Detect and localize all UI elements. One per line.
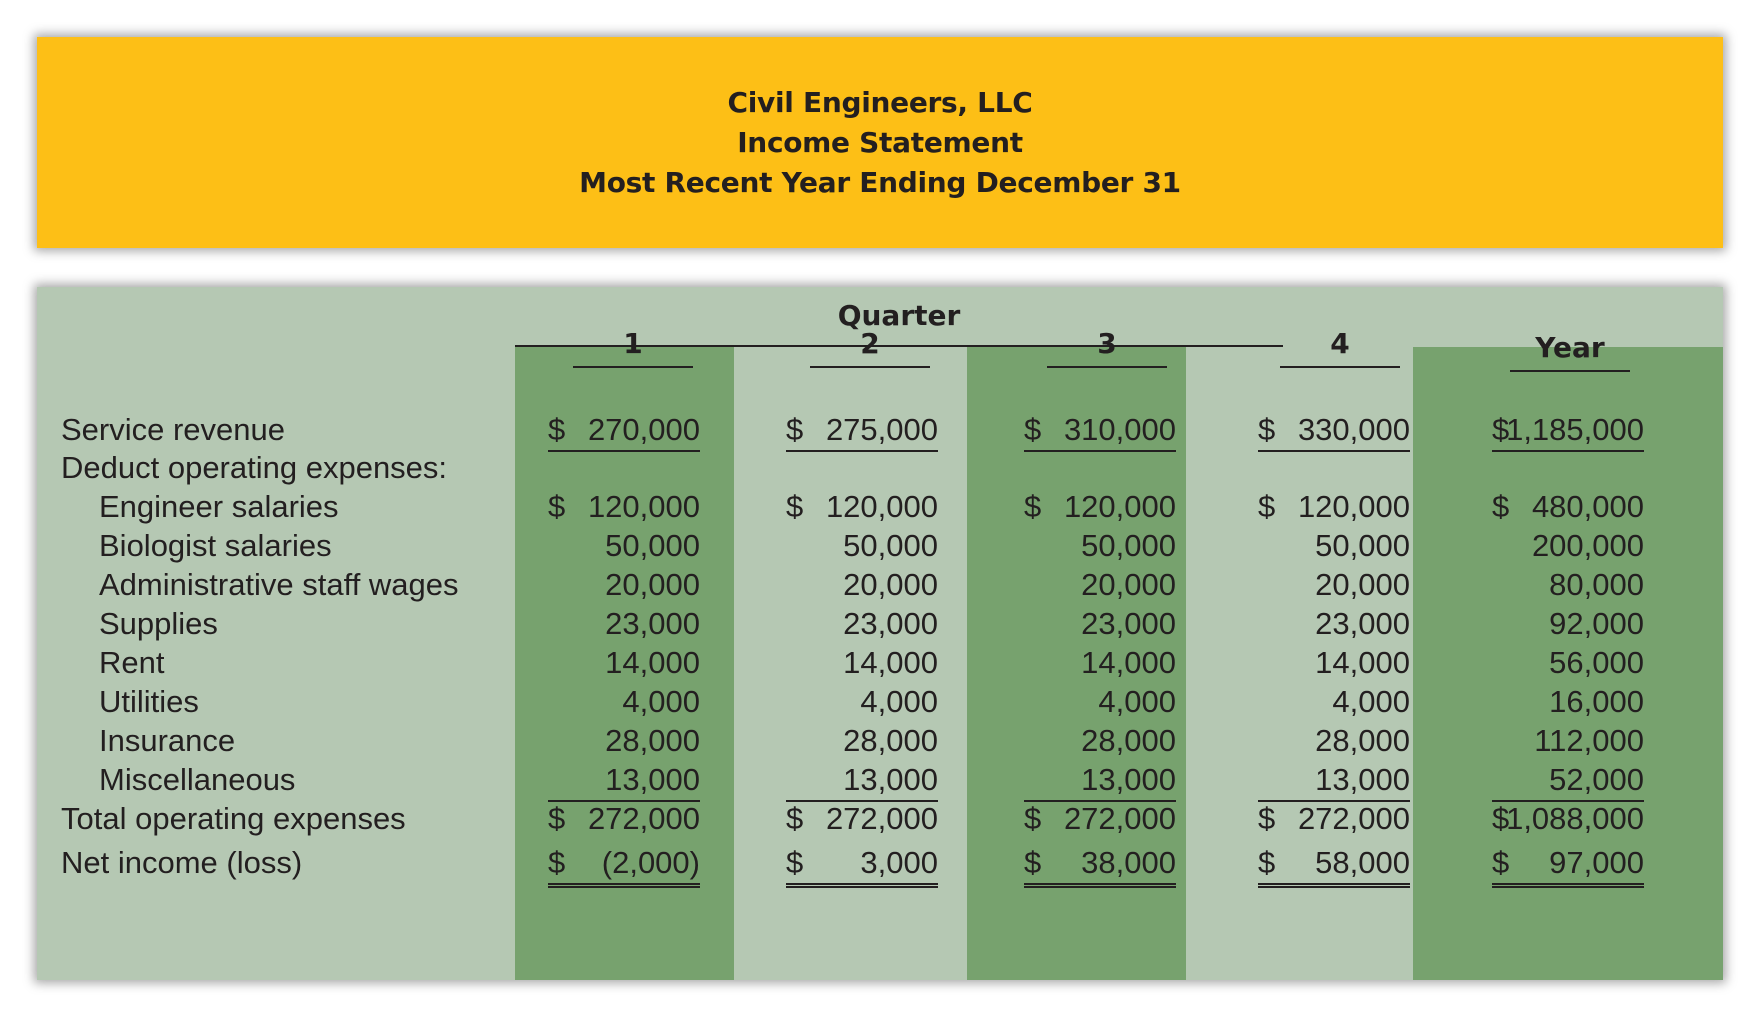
cell-value: 13,000 <box>1081 762 1176 797</box>
cell-value: 58,000 <box>1315 845 1410 880</box>
table-cell <box>548 843 700 888</box>
table-cell <box>1024 526 1176 566</box>
cell-value: 50,000 <box>605 528 700 563</box>
currency-symbol: $ <box>548 412 566 447</box>
table-cell <box>1258 604 1410 644</box>
cell-value: 20,000 <box>1315 567 1410 602</box>
table-cell <box>1258 721 1410 761</box>
table-cell <box>1258 487 1410 527</box>
column-header-3: 3 <box>1047 327 1167 368</box>
income-statement-table <box>37 287 1723 980</box>
table-cell <box>1492 565 1644 605</box>
cell-value: 272,000 <box>1063 801 1176 836</box>
currency-symbol: $ <box>1258 801 1276 836</box>
quarter-group-header: Quarter <box>837 299 961 332</box>
table-cell <box>1492 721 1644 761</box>
title-banner <box>37 37 1723 248</box>
cell-value: 270,000 <box>587 412 700 447</box>
currency-symbol: $ <box>548 845 566 880</box>
cell-value: 13,000 <box>843 762 938 797</box>
cell-value: 3,000 <box>860 845 938 880</box>
cell-value: 28,000 <box>1081 723 1176 758</box>
cell-value: 50,000 <box>1081 528 1176 563</box>
table-cell <box>548 526 700 566</box>
cell-value: 28,000 <box>843 723 938 758</box>
cell-value: 23,000 <box>1315 606 1410 641</box>
table-cell <box>1258 565 1410 605</box>
cell-value: 92,000 <box>1549 606 1644 641</box>
cell-value: 50,000 <box>1315 528 1410 563</box>
cell-value: 28,000 <box>1315 723 1410 758</box>
cell-value: 330,000 <box>1297 412 1410 447</box>
cell-value: 120,000 <box>587 489 700 524</box>
cell-value: 4,000 <box>622 684 700 719</box>
cell-value: 200,000 <box>1531 528 1644 563</box>
column-header-year: Year <box>1510 331 1630 372</box>
table-cell <box>548 487 700 527</box>
cell-value: 4,000 <box>860 684 938 719</box>
table-cell <box>1024 565 1176 605</box>
cell-value: 272,000 <box>1297 801 1410 836</box>
currency-symbol: $ <box>1024 801 1042 836</box>
table-cell <box>548 410 700 452</box>
row-label: Service revenue <box>61 412 286 447</box>
cell-value: 120,000 <box>825 489 938 524</box>
row-label: Engineer salaries <box>99 489 339 524</box>
row-label: Deduct operating expenses: <box>61 450 448 485</box>
column-header-4: 4 <box>1280 327 1400 368</box>
currency-symbol: $ <box>786 412 804 447</box>
currency-symbol: $ <box>1024 489 1042 524</box>
row-label: Utilities <box>99 684 199 719</box>
cell-value: 112,000 <box>1534 723 1644 758</box>
cell-value: 20,000 <box>605 567 700 602</box>
cell-value: 120,000 <box>1297 489 1410 524</box>
currency-symbol: $ <box>786 801 804 836</box>
currency-symbol: $ <box>1492 801 1510 836</box>
currency-symbol: $ <box>1258 489 1276 524</box>
table-cell <box>1258 682 1410 722</box>
row-label: Total operating expenses <box>61 801 406 836</box>
cell-value: 56,000 <box>1549 645 1644 680</box>
cell-value: (2,000) <box>601 845 700 880</box>
table-cell <box>548 643 700 683</box>
row-label: Administrative staff wages <box>99 567 459 602</box>
table-cell <box>1492 410 1644 452</box>
currency-symbol: $ <box>786 845 804 880</box>
table-cell <box>1024 721 1176 761</box>
currency-symbol: $ <box>548 801 566 836</box>
row-label: Supplies <box>99 606 218 641</box>
table-cell <box>1492 799 1644 839</box>
period-subtitle: Most Recent Year Ending December 31 <box>579 165 1181 199</box>
table-cell <box>548 799 700 839</box>
table-cell <box>786 760 938 802</box>
table-cell <box>786 643 938 683</box>
cell-value: 20,000 <box>843 567 938 602</box>
currency-symbol: $ <box>1492 412 1510 447</box>
currency-symbol: $ <box>1258 845 1276 880</box>
table-cell <box>1024 799 1176 839</box>
currency-symbol: $ <box>1024 845 1042 880</box>
row-label: Biologist salaries <box>99 528 332 563</box>
table-cell <box>1024 487 1176 527</box>
table-cell <box>786 721 938 761</box>
row-label: Net income (loss) <box>61 845 303 880</box>
table-cell <box>1492 487 1644 527</box>
cell-value: 16,000 <box>1549 684 1644 719</box>
table-cell <box>1024 604 1176 644</box>
cell-value: 4,000 <box>1098 684 1176 719</box>
currency-symbol: $ <box>548 489 566 524</box>
cell-value: 20,000 <box>1081 567 1176 602</box>
table-cell <box>548 682 700 722</box>
row-label: Miscellaneous <box>99 762 296 797</box>
cell-value: 80,000 <box>1549 567 1644 602</box>
table-cell <box>548 760 700 802</box>
cell-value: 50,000 <box>843 528 938 563</box>
table-cell <box>548 565 700 605</box>
table-cell <box>786 410 938 452</box>
currency-symbol: $ <box>1024 412 1042 447</box>
table-cell <box>1492 526 1644 566</box>
cell-value: 14,000 <box>605 645 700 680</box>
cell-value: 23,000 <box>843 606 938 641</box>
cell-value: 480,000 <box>1531 489 1644 524</box>
table-cell <box>1492 643 1644 683</box>
column-header-1: 1 <box>573 327 693 368</box>
table-cell <box>786 843 938 888</box>
table-cell <box>1492 604 1644 644</box>
cell-value: 14,000 <box>1081 645 1176 680</box>
currency-symbol: $ <box>1492 845 1510 880</box>
cell-value: 38,000 <box>1081 845 1176 880</box>
table-cell <box>1024 410 1176 452</box>
cell-value: 120,000 <box>1063 489 1176 524</box>
table-cell <box>1024 760 1176 802</box>
cell-value: 28,000 <box>605 723 700 758</box>
table-cell <box>1258 410 1410 452</box>
table-cell <box>1258 799 1410 839</box>
table-cell <box>548 721 700 761</box>
cell-value: 97,000 <box>1549 845 1644 880</box>
table-cell <box>1024 843 1176 888</box>
cell-value: 272,000 <box>587 801 700 836</box>
table-cell <box>786 682 938 722</box>
cell-value: 4,000 <box>1332 684 1410 719</box>
row-label: Rent <box>99 645 165 680</box>
table-cell <box>786 799 938 839</box>
cell-value: 13,000 <box>1315 762 1410 797</box>
cell-value: 52,000 <box>1549 762 1644 797</box>
cell-value: 1,088,000 <box>1506 801 1644 836</box>
table-cell <box>1258 843 1410 888</box>
cell-value: 272,000 <box>825 801 938 836</box>
statement-title: Income Statement <box>737 125 1023 159</box>
table-cell <box>786 565 938 605</box>
table-cell <box>1492 760 1644 802</box>
table-cell <box>786 526 938 566</box>
table-cell <box>1258 760 1410 802</box>
table-cell <box>1492 843 1644 888</box>
cell-value: 23,000 <box>1081 606 1176 641</box>
cell-value: 1,185,000 <box>1506 412 1644 447</box>
row-label: Insurance <box>99 723 236 758</box>
company-name: Civil Engineers, LLC <box>727 85 1033 119</box>
cell-value: 275,000 <box>825 412 938 447</box>
table-cell <box>1258 643 1410 683</box>
table-cell <box>548 604 700 644</box>
currency-symbol: $ <box>1258 412 1276 447</box>
table-cell <box>1024 643 1176 683</box>
table-cell <box>786 604 938 644</box>
cell-value: 23,000 <box>605 606 700 641</box>
cell-value: 13,000 <box>605 762 700 797</box>
cell-value: 14,000 <box>1315 645 1410 680</box>
currency-symbol: $ <box>786 489 804 524</box>
currency-symbol: $ <box>1492 489 1510 524</box>
column-header-2: 2 <box>810 327 930 368</box>
cell-value: 14,000 <box>843 645 938 680</box>
table-cell <box>1258 526 1410 566</box>
table-cell <box>1492 682 1644 722</box>
table-cell <box>1024 682 1176 722</box>
cell-value: 310,000 <box>1063 412 1176 447</box>
table-cell <box>786 487 938 527</box>
